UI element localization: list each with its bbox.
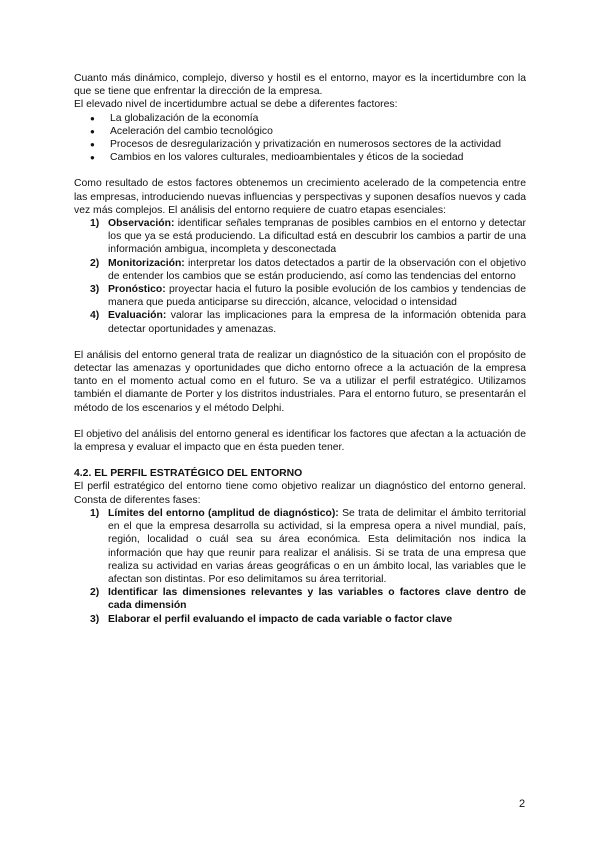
phase-text: Se trata de delimitar el ámbito territorial en el que la empresa desarrolla su actividad, si la empresa opera a nivel mundial, país, región, localidad o cuál sea su área económica. Esta delimitación nos indica la información que hay que reunir para realizar el análisis. Si se trata de una empresa que realiza su actividad en varias áreas geográficas o en un ámbito local, las variables que le afectan son distintas. Por eso delimitamos su área territorial. [108,507,526,585]
factors-intro: El elevado nivel de incertidumbre actual se debe a diferentes factores: [74,99,398,111]
list-item: ● Cambios en los valores culturales, medioambientales y éticos de la sociedad [90,151,526,164]
step-number: 3) [90,284,100,296]
list-item [90,613,526,626]
step-text: identificar señales tempranas de posibles cambios en el entorno y detectar los que ya se está produciendo. La dificultad está en descubrir los cambios a partir de una información ambigua, incompleta y desconectada [108,218,526,256]
step-number: 2) [90,257,100,269]
step-term: Monitorización: [108,257,185,269]
document-page [74,72,526,626]
phase-term: Límites del entorno (amplitud de diagnóstico): [108,507,339,519]
analysis-steps [74,217,526,336]
phase-term: Identificar las dimensiones relevantes y las variables o factores clave dentro de cada dimensión [108,587,526,612]
list-item: ● Aceleración del cambio tecnológico [90,125,526,138]
list-item [90,217,526,257]
step-number: 4) [90,310,100,322]
page-number: 2 [519,798,526,810]
intro-paragraph: Cuanto más dinámico, complejo, diverso y hostil es el entorno, mayor es la incertidumbre con la que se tiene que enfrentar la dirección de la empresa. [74,73,526,98]
section-heading: 4.2. EL PERFIL ESTRATÉGICO DEL ENTORNO [74,468,303,480]
step-term: Pronóstico: [108,284,166,296]
list-item [90,309,526,335]
phase-term: Elaborar el perfil evaluando el impacto de cada variable o factor clave [108,613,453,625]
step-number: 1) [90,218,100,230]
list-item [90,257,526,283]
list-item [90,507,526,586]
factors-list [74,112,526,165]
phase-number: 1) [90,507,100,519]
analysis-lead: Como resultado de estos factores obtenemos un crecimiento acelerado de la competencia entre las empresas, introduciendo nuevas influencias y perspectivas y suponen desafíos nuevos y cada vez más complejos. El análisis del entorno requiere de cuatro etapas esenciales: [74,178,526,216]
general-analysis-paragraph: El análisis del entorno general trata de realizar un diagnóstico de la situación con el propósito de detectar las amenazas y oportunidades que dicho entorno ofrece a la actuación de la empresa tanto en el momento actual como en el futuro. Se va a utilizar el perfil estratégico. Utilizamos también el diamante de Porter y los distritos industriales. Para el entorno futuro, se presentarán el método de los escenarios y el método Delphi. [74,349,526,414]
list-item [90,283,526,309]
section-lead: El perfil estratégico del entorno tiene como objetivo realizar un diagnóstico del entorno general. Consta de diferentes fases: [74,481,526,506]
list-item: ● La globalización de la economía [90,112,526,125]
phases-list [74,507,526,626]
step-term: Observación: [108,218,175,230]
step-text: valorar las implicaciones para la empresa de la información obtenida para detectar oportunidades y amenazas. [108,310,526,335]
objective-paragraph: El objetivo del análisis del entorno general es identificar los factores que afectan a la actuación de la empresa y evaluar el impacto que en ésta pueden tener. [74,428,526,454]
step-text: interpretar los datos detectados a partir de la observación con el objetivo de entender los cambios que se están produciendo, así como las tendencias del entorno [108,257,526,282]
list-item: ● Procesos de desregularización y privatización en numerosos sectores de la actividad [90,138,526,151]
step-term: Evaluación: [108,310,167,322]
phase-number: 3) [90,613,100,625]
step-text: proyectar hacia el futuro la posible evolución de los cambios y tendencias de manera que pueda anticiparse su dirección, alcance, velocidad o intensidad [108,284,526,309]
list-item [90,586,526,612]
phase-number: 2) [90,587,100,599]
